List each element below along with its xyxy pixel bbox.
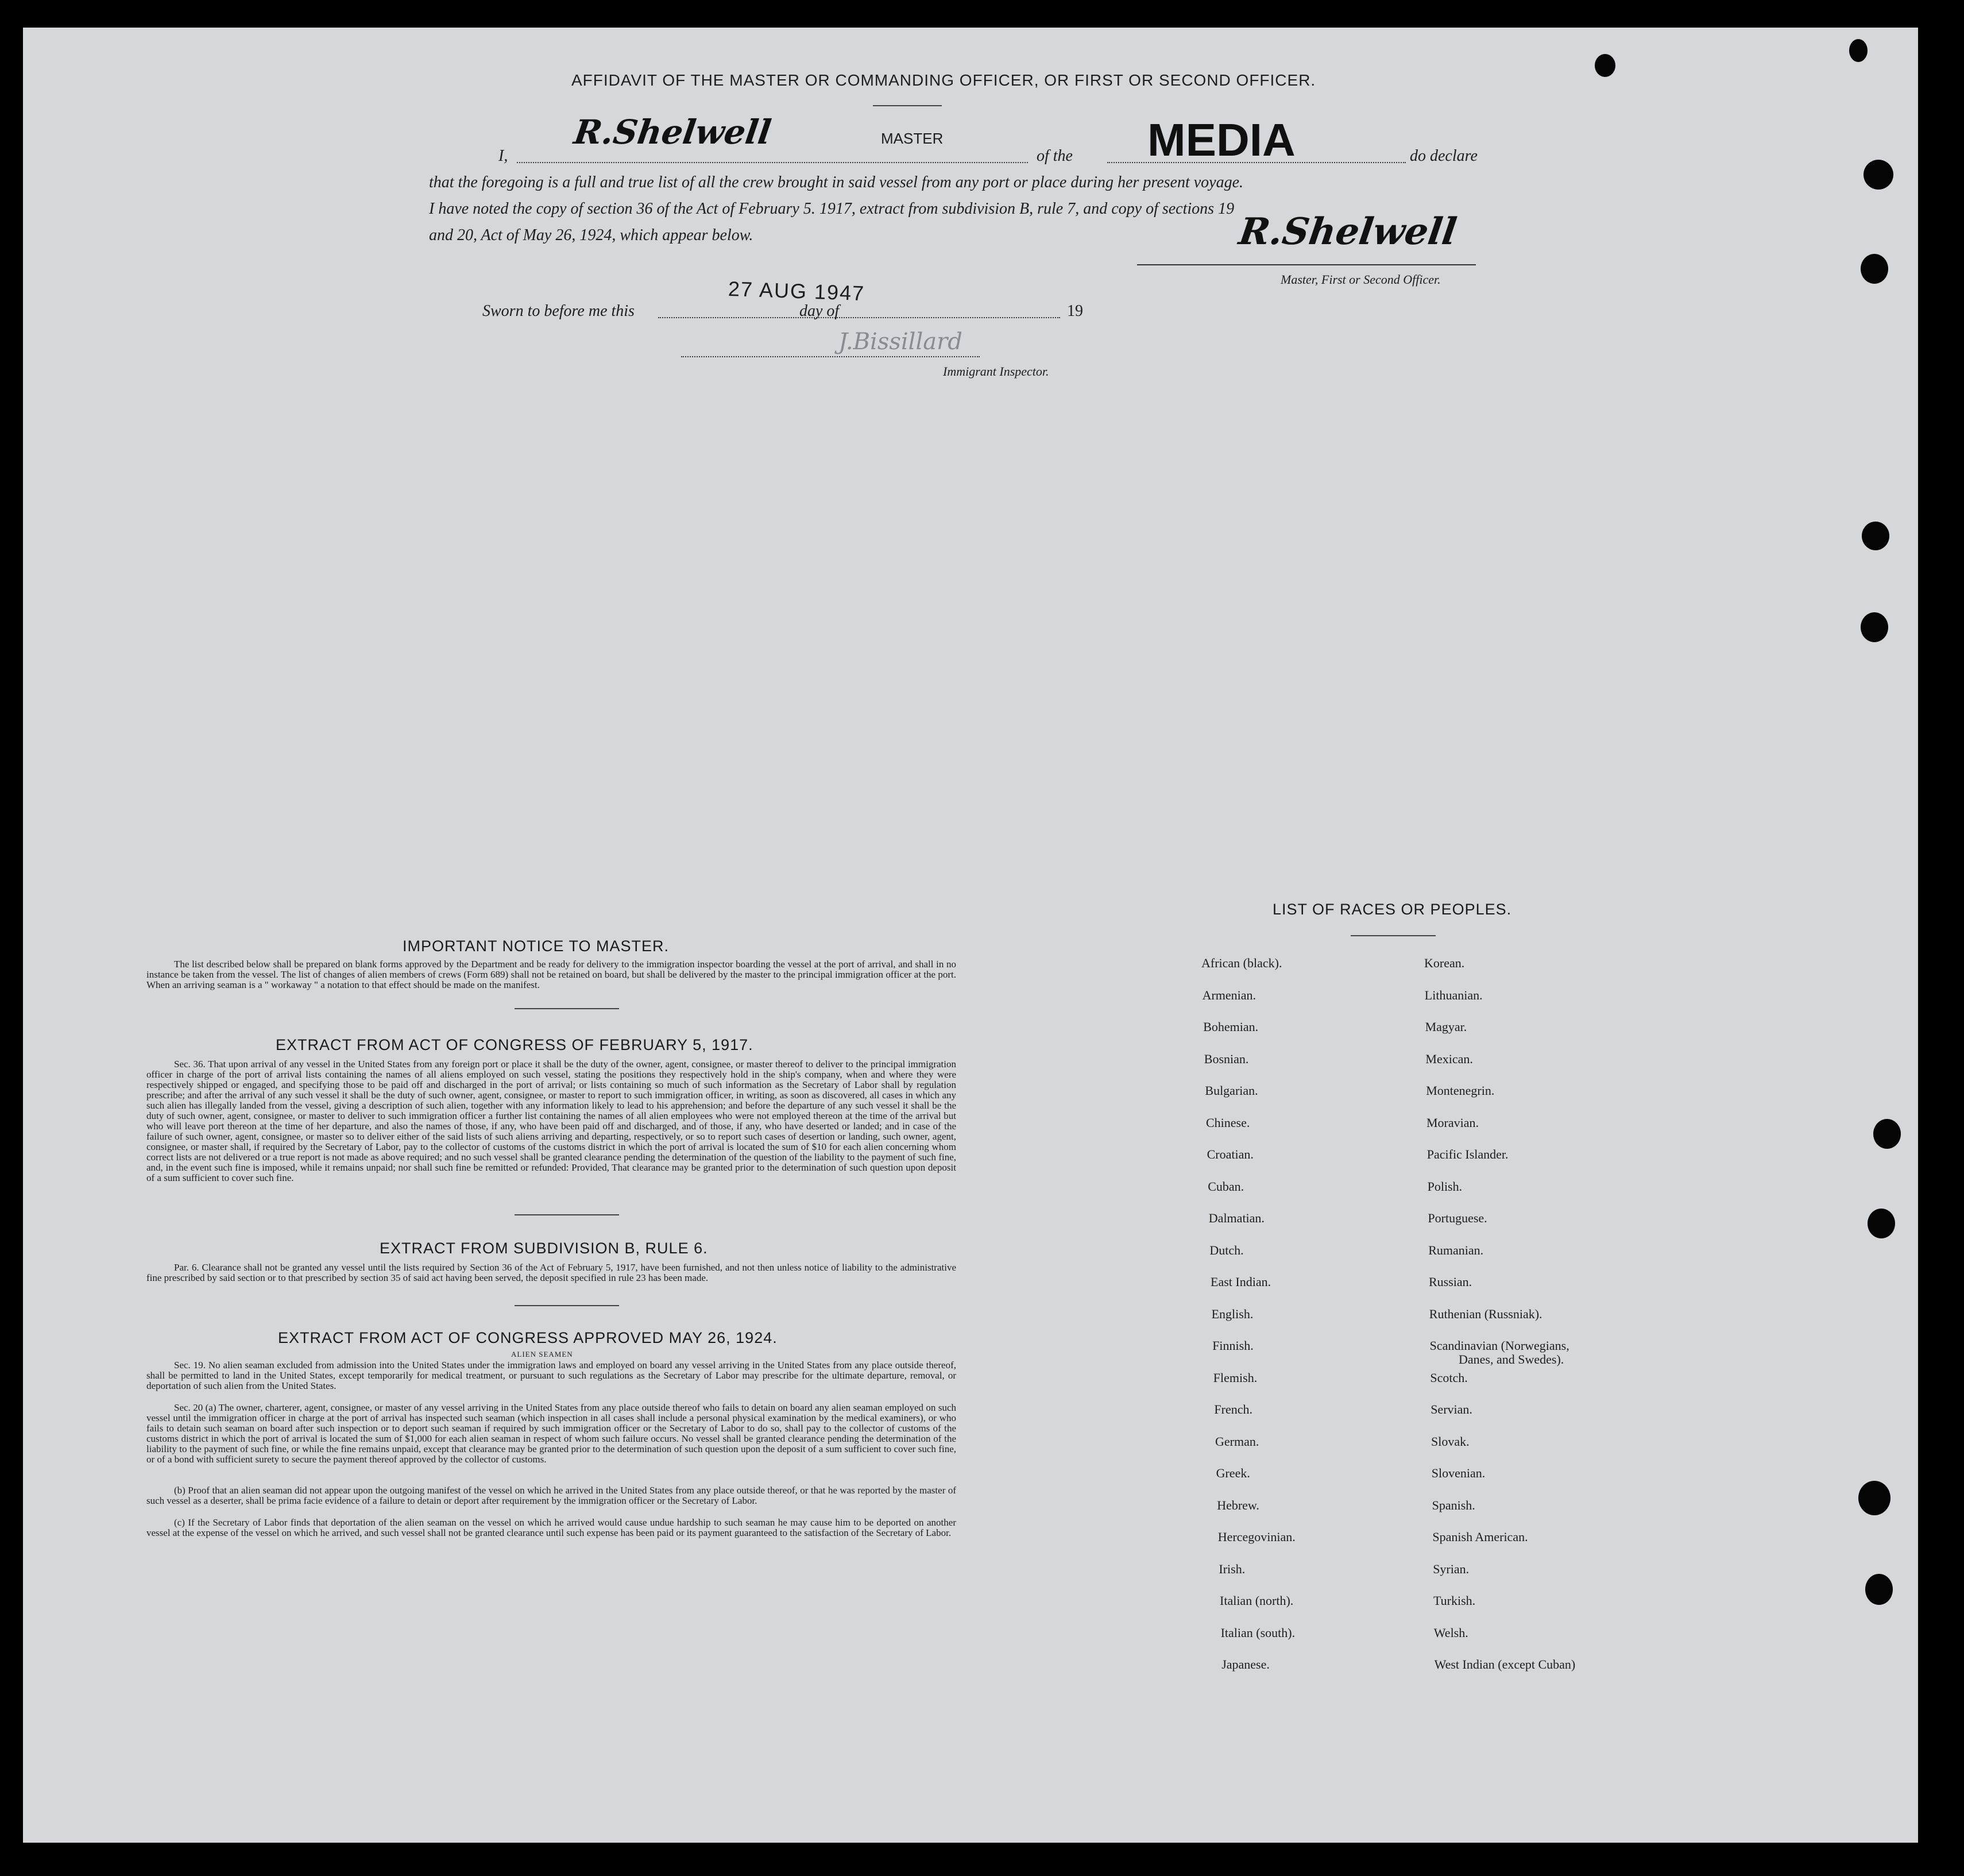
race-item: Bulgarian. (1205, 1083, 1258, 1098)
vessel-name: MEDIA (1147, 114, 1296, 165)
day-of-label: day of (799, 302, 840, 320)
race-item: Polish. (1427, 1179, 1463, 1194)
punch-hole (1861, 612, 1888, 642)
race-item: Hercegovinian. (1217, 1530, 1296, 1544)
master-signature: R.Shelwell (571, 113, 774, 152)
race-item: Irish. (1219, 1561, 1246, 1576)
of-the-label: of the (1037, 147, 1073, 165)
race-item: Dutch. (1209, 1242, 1244, 1257)
race-item: Spanish. (1432, 1497, 1475, 1512)
officer-signature-line (1137, 264, 1476, 265)
punch-hole (1873, 1119, 1901, 1149)
race-item: Scotch. (1430, 1370, 1468, 1385)
inspector-line (681, 356, 980, 357)
race-item: Slovak. (1431, 1434, 1470, 1449)
race-item: Mexican. (1425, 1051, 1473, 1066)
race-item: Croatian. (1207, 1147, 1254, 1161)
punch-hole (1858, 1481, 1890, 1515)
race-item: Bosnian. (1204, 1051, 1249, 1066)
rule-6-text: Par. 6. Clearance shall not be granted any vessel until the lists required by Section 36 of the Act of February 5, 1917, have been furnished, and not then unless notice of liability to the administrative fine prescribed by said section or to that prescribed by section 35 of said act having been served, the deposit specified in rule 23 has been made. (146, 1262, 956, 1283)
notice-rule (515, 1008, 619, 1009)
extract-1917-rule (515, 1214, 619, 1215)
extract-1917-text: Sec. 36. That upon arrival of any vessel in the United States from any foreign port or place it shall be the duty of the owner, agent, consignee, or master thereof to deliver to the principal immigration officer in charge of the port of arrival lists containing the names of all aliens employed on such vessel, stating the positions they respectively hold in the ship's company, when and where they were respectively shipped or engaged, and specifying those to be paid off and discharged in the port of arrival; or lists containing so much of such information as the Secretary of Labor shall by regulation prescribe; and after the arrival of any such vessel it shall be the duty of such owner, agent, consignee, or master to report to such immigration officer, in writing, as soon as discovered, all cases in which any such alien has illegally landed from the vessel, giving a description of such alien, together with any information likely to lead to his apprehension; and before the departure of any such vessel it shall be the duty of such owner, agent, consignee, or master to deliver to such immigration officer a further list containing the names of all alien employees who were not employed thereon at the time of the arrival but who will leave port thereon at the time of her departure, and also the names of those, if any, who have been paid off and discharged, and of those, if any, who have deserted or landed; and in case of the failure of such owner, agent, consignee, or master so to deliver either of the said lists of such aliens arriving and departing, respectively, or so to report such cases of desertion or landing, such owner, agent, consignee, or master shall, if required by the Secretary of Labor, pay to the collector of customs of the customs district in which the port of arrival is located the sum of $10 for each alien concerning whom correct lists are not delivered or a true report is not made as above required; and no such vessel shall be granted clearance pending the determination of the question of the liability to the payment of such fine, and, in the event such fine is imposed, while it remains unpaid; nor shall such fine be remitted or refunded: Provided, That clearance may be granted prior to the determination of such question upon deposit of a sum sufficient to cover such fine. (146, 1059, 956, 1183)
punch-hole (1861, 254, 1888, 284)
race-item: Spanish American. (1432, 1530, 1528, 1544)
race-item: Turkish. (1433, 1593, 1476, 1608)
i-label: I, (498, 147, 508, 165)
punch-hole (1595, 54, 1615, 77)
date-stamp: 27 AUG 1947 (728, 276, 865, 306)
race-item: German. (1215, 1434, 1259, 1449)
race-item: Dalmatian. (1208, 1211, 1265, 1225)
race-item: Italian (south). (1220, 1625, 1296, 1640)
master-word: MASTER (881, 130, 944, 147)
notice-text: The list described below shall be prepared on blank forms approved by the Department and be ready for delivery to the immigration inspector boarding the vessel at the port of arrival, and shall in no instance be taken from the vessel. The list of changes of alien members of crews (Form 689) shall not be retained on board, but shall be delivered by the master to the principal immigration officer at the port. When an arriving seaman is a " workaway " a notation to that effect should be made on the manifest. (146, 959, 956, 990)
race-item: Magyar. (1425, 1020, 1467, 1034)
race-item: Chinese. (1206, 1115, 1250, 1130)
punch-hole (1865, 1574, 1893, 1605)
race-item: Japanese. (1221, 1657, 1270, 1672)
race-item: Moravian. (1426, 1115, 1479, 1130)
declaration-line-3: and 20, Act of May 26, 1924, which appear below. (429, 226, 753, 244)
punch-hole (1864, 160, 1893, 190)
race-item: Armenian. (1202, 987, 1257, 1002)
year-prefix: 19 (1067, 302, 1083, 320)
rule-6-rule (515, 1305, 619, 1306)
race-item: Welsh. (1433, 1625, 1468, 1640)
race-item: West Indian (except Cuban) (1434, 1657, 1576, 1672)
race-item: Portuguese. (1428, 1211, 1487, 1225)
do-declare-label: do declare (1410, 147, 1478, 165)
race-item: Cuban. (1208, 1179, 1244, 1194)
race-continuation: Danes, and Swedes). (1459, 1352, 1564, 1367)
race-item: Russian. (1429, 1275, 1472, 1289)
race-item: Montenegrin. (1426, 1083, 1495, 1098)
sec-20a-text: Sec. 20 (a) The owner, charterer, agent, consignee, or master of any vessel arriving in the United States from any place outside thereof who fails to detain on board any alien seaman employed on such vessel until the immigration officer in charge at the port of arrival has inspected such seaman (which inspection in all cases shall include a personal physical examination by the medical examiners), or who fails to detain such seaman on board after such inspection or to deport such seaman if required by such immigration officer or the Secretary of Labor to do so, shall pay to the collector of customs of the customs district in which the port of arrival is located the sum of $1,000 for each alien seaman in respect of whom such failure occurs. No vessel shall be granted clearance pending the determination of the liability to the payment of such fine, or while the fine remains unpaid, except that clearance may be granted prior to the determination of such question upon the deposit of a sum sufficient to cover such fine, or of a bond with sufficient surety to secure the payment thereof approved by the collector of customs. (146, 1402, 956, 1465)
rule-6-title: EXTRACT FROM SUBDIVISION B, RULE 6. (380, 1240, 708, 1257)
race-item: Lithuanian. (1424, 987, 1483, 1002)
race-item: English. (1211, 1306, 1254, 1321)
race-item: Syrian. (1433, 1561, 1470, 1576)
race-item: Ruthenian (Russniak). (1429, 1306, 1542, 1321)
race-item: Rumanian. (1428, 1242, 1484, 1257)
name-line (517, 162, 1028, 163)
sec-19-text: Sec. 19. No alien seaman excluded from admission into the United States under the immigration laws and employed on board any vessel arriving in the United States from any place outside thereof, shall be permitted to land in the United States, except temporarily for medical treatment, or pursuant to such regulations as the Secretary of Labor may prescribe for the ultimate departure, removal, or deportation of such alien from the United States. (146, 1360, 956, 1391)
race-item: Finnish. (1212, 1338, 1254, 1353)
officer-signature: R.Shelwell (1236, 210, 1459, 253)
inspector-caption: Immigrant Inspector. (943, 364, 1049, 379)
races-title: LIST OF RACES OR PEOPLES. (1273, 901, 1512, 918)
sworn-date-line (658, 317, 1060, 318)
extract-1917-title: EXTRACT FROM ACT OF CONGRESS OF FEBRUARY 5, 1917. (276, 1036, 753, 1053)
race-item: Pacific Islander. (1426, 1147, 1509, 1161)
race-item: Flemish. (1213, 1370, 1258, 1385)
race-item: African (black). (1201, 956, 1282, 970)
race-item: East Indian. (1211, 1275, 1271, 1289)
declaration-line-1: that the foregoing is a full and true list of all the crew brought in said vessel from any port or place during her present voyage. (429, 173, 1244, 191)
race-item: Bohemian. (1203, 1020, 1259, 1034)
race-item: Slovenian. (1431, 1466, 1486, 1480)
affidavit-heading: AFFIDAVIT OF THE MASTER OR COMMANDING OFFICER, OR FIRST OR SECOND OFFICER. (571, 71, 1316, 89)
punch-hole (1862, 522, 1889, 550)
race-item: Servian. (1431, 1402, 1472, 1416)
form-sheet (23, 28, 1918, 1843)
extract-1924-title: EXTRACT FROM ACT OF CONGRESS APPROVED MAY 26, 1924. (278, 1329, 778, 1346)
declaration-line-2: I have noted the copy of section 36 of the Act of February 5. 1917, extract from subdivision B, rule 7, and copy of sections 19 (429, 200, 1235, 218)
heading-rule (873, 105, 942, 106)
race-item: French. (1214, 1402, 1252, 1416)
sworn-label: Sworn to before me this (482, 302, 635, 320)
race-item: Italian (north). (1220, 1593, 1294, 1608)
inspector-signature: J.Bissillard (838, 329, 962, 355)
punch-hole (1849, 39, 1868, 62)
race-item: Hebrew. (1217, 1497, 1259, 1512)
officer-caption: Master, First or Second Officer. (1281, 272, 1441, 287)
sec-20c-text: (c) If the Secretary of Labor finds that deportation of the alien seaman on the vessel on which he arrived would cause undue hardship to such seaman he may cause him to be deported on another vessel at the expense of the vessel on which he arrived, and such vessel shall not be granted clearance until such expense has been paid or its payment guaranteed to the satisfaction of the Secretary of Labor. (146, 1517, 956, 1538)
alien-seamen-subtitle: ALIEN SEAMEN (511, 1350, 573, 1358)
sec-20b-text: (b) Proof that an alien seaman did not appear upon the outgoing manifest of the vessel on which he arrived in the United States from any place outside thereof, or that he was reported by the master of such vessel as a deserter, shall be prima facie evidence of a failure to detain or deport after requirement by the immigration officer or the Secretary of Labor. (146, 1485, 956, 1506)
race-item: Korean. (1424, 956, 1465, 970)
races-rule (1351, 935, 1436, 936)
notice-title: IMPORTANT NOTICE TO MASTER. (403, 937, 670, 955)
race-item: Scandinavian (Norwegians, (1429, 1338, 1569, 1353)
punch-hole (1868, 1209, 1895, 1238)
race-item: Greek. (1216, 1466, 1250, 1480)
